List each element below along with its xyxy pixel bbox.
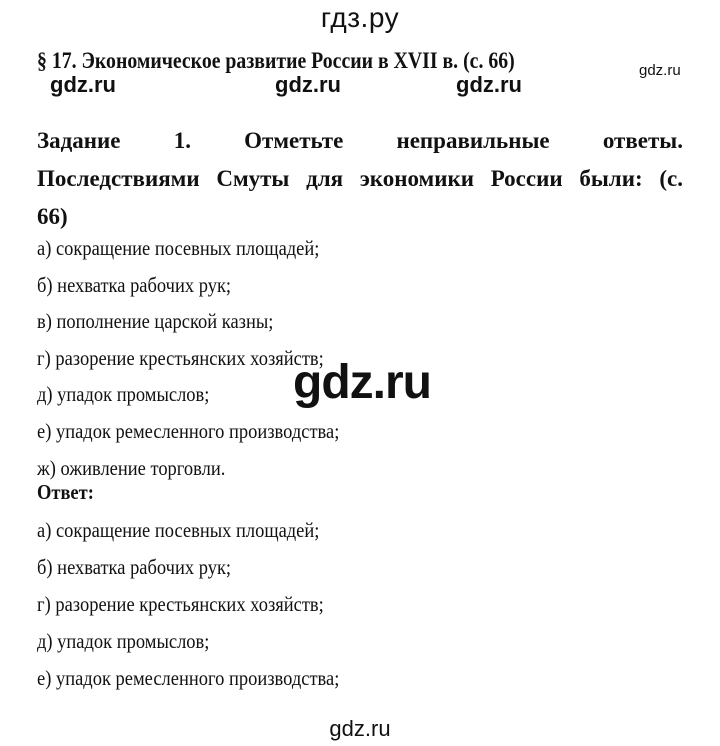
watermark-row-3: gdz.ru bbox=[456, 72, 522, 97]
task-word: неправильные bbox=[396, 128, 550, 153]
task-word: 1. bbox=[173, 128, 191, 153]
answer-item: а) сокращение посевных площадей; bbox=[37, 518, 320, 542]
watermark-row-2: gdz.ru bbox=[275, 72, 341, 97]
task-word: России bbox=[490, 166, 563, 191]
answer-item: д) упадок промыслов; bbox=[37, 629, 210, 653]
answer-item: б) нехватка рабочих рук; bbox=[37, 555, 232, 579]
watermark-row-1: gdz.ru bbox=[50, 72, 116, 97]
task-heading-line-3: 66) bbox=[37, 204, 68, 229]
task-word: для bbox=[306, 166, 344, 191]
site-header: гдз.ру bbox=[320, 2, 400, 33]
option-item: г) разорение крестьянских хозяйств; bbox=[37, 345, 324, 370]
option-item: а) сокращение посевных площадей; bbox=[37, 236, 320, 260]
option-item: д) упадок промыслов; bbox=[37, 382, 210, 407]
task-word: Последствиями bbox=[37, 166, 200, 191]
task-word: (с. bbox=[659, 166, 683, 191]
section-title: § 17. Экономическое развитие России в XVII в. (с. 66) bbox=[37, 48, 515, 73]
task-heading bbox=[37, 122, 683, 236]
option-item: ж) оживление торговли. bbox=[37, 455, 226, 480]
watermark-center-large: gdz.ru bbox=[293, 356, 431, 409]
answer-item: е) упадок ремесленного производства; bbox=[37, 666, 340, 690]
task-heading-line-2 bbox=[37, 160, 683, 198]
watermark-footer: gdz.ru bbox=[329, 716, 391, 741]
task-word: экономики bbox=[359, 166, 474, 191]
task-word: Отметьте bbox=[244, 128, 344, 153]
option-item: е) упадок ремесленного производства; bbox=[37, 418, 340, 443]
task-heading-line-1 bbox=[37, 122, 683, 160]
task-word: были: bbox=[579, 166, 643, 191]
option-item: в) пополнение царской казны; bbox=[37, 309, 274, 334]
answer-item: г) разорение крестьянских хозяйств; bbox=[37, 592, 324, 616]
task-word: ответы. bbox=[602, 128, 683, 153]
answer-list bbox=[37, 512, 381, 697]
task-word: Задание bbox=[37, 128, 121, 153]
task-word: Смуты bbox=[216, 166, 290, 191]
watermark-top-right: gdz.ru bbox=[639, 62, 681, 79]
answer-label: Ответ: bbox=[37, 480, 94, 504]
option-item: б) нехватка рабочих рук; bbox=[37, 272, 232, 297]
